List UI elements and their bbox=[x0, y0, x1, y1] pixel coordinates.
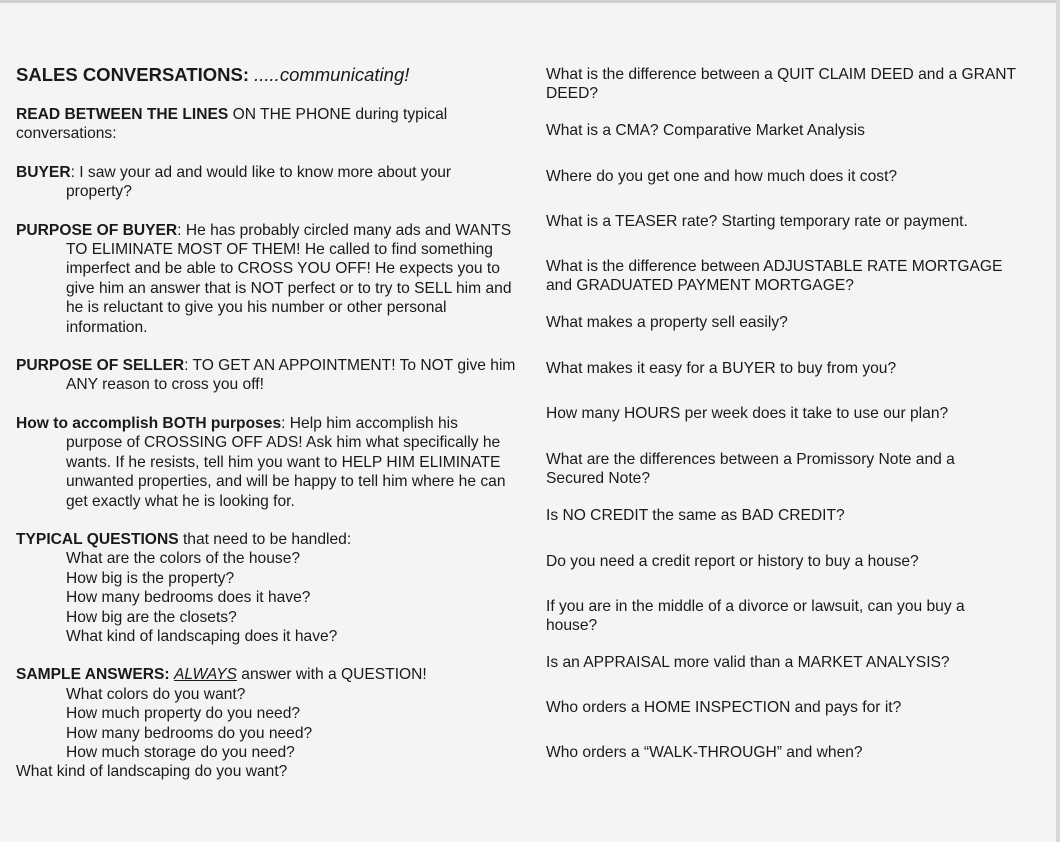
typical-questions-text: that need to be handled: bbox=[178, 530, 352, 548]
question-cma: What is a CMA? Comparative Market Analysis bbox=[546, 122, 865, 139]
list-item: What colors do you want? bbox=[66, 685, 246, 703]
purpose-buyer-paragraph bbox=[16, 221, 516, 337]
list-item: How many bedrooms do you need? bbox=[66, 724, 313, 742]
question-walk-through: Who orders a “WALK-THROUGH” and when? bbox=[546, 744, 863, 761]
list-item: What kind of landscaping does it have? bbox=[66, 627, 338, 645]
scan-top-edge bbox=[0, 0, 1060, 3]
question-hours: How many HOURS per week does it take to use our plan? bbox=[546, 405, 949, 422]
purpose-seller-paragraph bbox=[16, 356, 516, 395]
question-easy-buy: What makes it easy for a BUYER to buy from you? bbox=[546, 360, 897, 377]
list-item: How many bedrooms does it have? bbox=[66, 589, 311, 607]
typical-questions-heading bbox=[16, 530, 516, 549]
accomplish-label: How to accomplish BOTH purposes bbox=[16, 414, 282, 432]
buyer-text: : I saw your ad and would like to know more about your property? bbox=[66, 163, 452, 201]
sample-answers-heading bbox=[16, 665, 516, 684]
list-item: How big is the property? bbox=[66, 569, 235, 587]
typical-questions-list bbox=[16, 549, 516, 646]
question-home-inspection: Who orders a HOME INSPECTION and pays for it? bbox=[546, 699, 902, 716]
question-credit-report: Do you need a credit report or history to buy a house? bbox=[546, 553, 919, 570]
buyer-paragraph bbox=[16, 163, 516, 202]
list-item: How big are the closets? bbox=[66, 608, 237, 626]
question-quit-claim: What is the difference between a QUIT CLAIM DEED and a GRANT DEED? bbox=[546, 66, 1016, 103]
purpose-buyer-text: : He has probably circled many ads and WANTS TO ELIMINATE MOST OF THEM! He called to find something imperfect and be able to CROSS YOU OFF! He expects you to give him an answer that is NOT perfect or to try to SELL him and he is reluctant to give you his number or other personal information. bbox=[66, 221, 512, 336]
typical-questions-label: TYPICAL QUESTIONS bbox=[16, 530, 179, 548]
right-column bbox=[546, 65, 1016, 777]
purpose-seller-text: : TO GET AN APPOINTMENT! To NOT give him ANY reason to cross you off! bbox=[66, 357, 516, 394]
read-between-text: ON THE PHONE during typical conversations: bbox=[16, 106, 448, 143]
list-item: What are the colors of the house? bbox=[66, 550, 301, 568]
question-appraisal: Is an APPRAISAL more valid than a MARKET ANALYSIS? bbox=[546, 654, 950, 671]
always-emphasis: ALWAYS bbox=[173, 666, 237, 684]
question-teaser-rate: What is a TEASER rate? Starting temporary rate or payment. bbox=[546, 213, 968, 230]
question-adjustable-rate: What is the difference between ADJUSTABLE RATE MORTGAGE and GRADUATED PAYMENT MORTGAGE? bbox=[546, 258, 1003, 295]
accomplish-paragraph bbox=[16, 414, 516, 511]
list-item: How much property do you need? bbox=[66, 705, 301, 723]
title-subtitle: .....communicating! bbox=[248, 64, 410, 85]
question-sell-easily: What makes a property sell easily? bbox=[546, 314, 788, 331]
read-between-label: READ BETWEEN THE LINES bbox=[16, 106, 229, 123]
sample-answers-text: answer with a QUESTION! bbox=[236, 666, 427, 684]
question-promissory-note: What are the differences between a Promissory Note and a Secured Note? bbox=[546, 451, 955, 488]
question-divorce: If you are in the middle of a divorce or lawsuit, can you buy a house? bbox=[546, 598, 965, 635]
read-between-paragraph bbox=[16, 105, 516, 144]
list-item: How much storage do you need? bbox=[66, 743, 295, 761]
sample-answers-list bbox=[16, 685, 516, 763]
question-where-cost: Where do you get one and how much does it cost? bbox=[546, 168, 898, 185]
scan-right-edge bbox=[1056, 0, 1060, 842]
accomplish-text: : Help him accomplish his purpose of CROSSING OFF ADS! Ask him what specifically he wants. If he resists, tell him you want to HELP HIM ELIMINATE unwanted properties, and will be happy to tell him where he can get exactly what he is looking for. bbox=[66, 414, 506, 510]
buyer-label: BUYER bbox=[16, 163, 71, 181]
title-main: SALES CONVERSATIONS: bbox=[16, 64, 249, 85]
list-item-last: What kind of landscaping do you want? bbox=[16, 763, 288, 781]
page-title bbox=[16, 64, 516, 86]
sample-answers-label: SAMPLE ANSWERS: bbox=[16, 666, 170, 684]
question-no-credit: Is NO CREDIT the same as BAD CREDIT? bbox=[546, 507, 845, 524]
purpose-buyer-label: PURPOSE OF BUYER bbox=[16, 221, 178, 239]
purpose-seller-label: PURPOSE OF SELLER bbox=[16, 357, 185, 375]
left-column bbox=[16, 64, 516, 782]
